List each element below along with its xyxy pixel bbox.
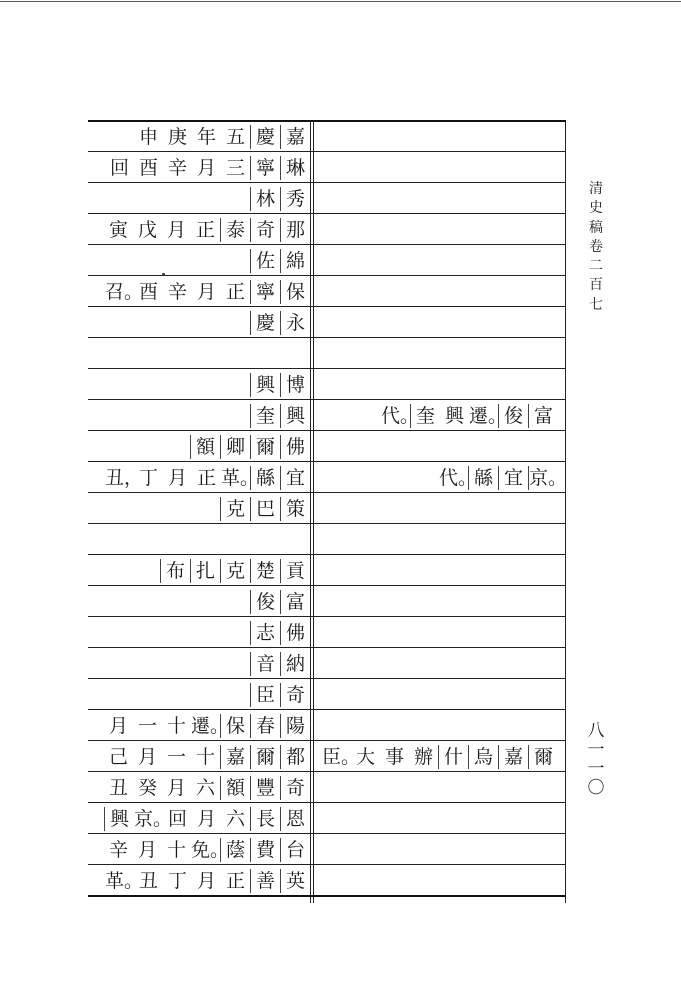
table-char: 正 xyxy=(195,218,215,241)
table-char: 音 xyxy=(250,652,280,676)
table-char: 大 xyxy=(355,745,375,768)
table-char: 蔭 xyxy=(220,838,250,862)
table-char: 緜 xyxy=(250,466,280,490)
table-char: 辛 xyxy=(167,156,187,179)
table-row xyxy=(88,679,566,710)
remark-cell xyxy=(314,369,558,400)
table-char: 佐 xyxy=(250,249,280,273)
official-cell xyxy=(88,617,310,648)
table-char: 嘉 xyxy=(498,745,528,769)
table-char: 嘉 xyxy=(220,745,250,769)
table-char: 秀 xyxy=(280,187,310,211)
table-char: 十 xyxy=(166,714,186,737)
table-char: 代。 xyxy=(439,466,478,489)
table-char: 什 xyxy=(438,745,468,769)
table-char: 一 xyxy=(166,745,186,768)
official-cell xyxy=(88,183,310,214)
table-char: 遷。 xyxy=(191,714,230,737)
official-cell xyxy=(88,710,310,741)
table-char: 年 xyxy=(196,125,216,148)
table-char: 豐 xyxy=(250,776,280,800)
table-char: 十 xyxy=(166,838,186,861)
official-cell xyxy=(88,245,310,276)
table-row xyxy=(88,865,566,896)
table-row xyxy=(88,524,566,555)
official-cell xyxy=(88,865,310,896)
remark-cell xyxy=(314,741,558,772)
table-char: 六 xyxy=(195,776,215,799)
table-char: 丑 xyxy=(138,869,158,892)
official-cell xyxy=(88,803,310,834)
table-char: 事 xyxy=(384,745,404,768)
table-char: 辛 xyxy=(167,280,187,303)
table-char: 奎 xyxy=(250,404,280,428)
page-number: 八一一〇 xyxy=(587,721,605,798)
table-char: 正 xyxy=(196,466,216,489)
table-char: 永 xyxy=(280,311,310,335)
table-char: 富 xyxy=(528,404,558,428)
official-cell xyxy=(88,152,310,183)
ink-dot xyxy=(162,273,165,276)
table-char: 策 xyxy=(280,497,310,521)
remark-cell xyxy=(314,338,558,369)
table-char: 丁 xyxy=(167,869,187,892)
table-char: 奇 xyxy=(280,776,310,800)
official-cell xyxy=(88,772,310,803)
table-char: 代。 xyxy=(381,404,420,427)
remark-cell xyxy=(314,214,558,245)
table-char: 宜 xyxy=(498,466,528,490)
table-char: 臣 xyxy=(250,683,280,707)
official-cell xyxy=(88,276,310,307)
table-char: 俊 xyxy=(250,590,280,614)
table-char: 興 xyxy=(280,404,310,428)
table-char: 辦 xyxy=(413,745,433,768)
table-char: 酉 xyxy=(138,156,158,179)
table-row xyxy=(88,493,566,524)
table-char: 慶 xyxy=(250,125,280,149)
remark-cell xyxy=(314,772,558,803)
official-cell xyxy=(88,121,310,152)
table-char: 革。 xyxy=(105,869,144,892)
table-char: 爾 xyxy=(528,745,558,769)
table-char: 卿 xyxy=(220,435,250,459)
table-row xyxy=(88,183,566,214)
table-char: 巴 xyxy=(250,497,280,521)
official-cell xyxy=(88,214,310,245)
table-row xyxy=(88,710,566,741)
table-char: 酉 xyxy=(138,280,158,303)
official-cell xyxy=(88,524,310,555)
remark-cell xyxy=(314,462,568,493)
table-char: 丑 xyxy=(108,776,128,799)
table-char: 春 xyxy=(250,714,280,738)
sidebar-title: 清史稿卷二百七 xyxy=(589,181,603,313)
table-char: 綿 xyxy=(280,249,310,273)
table-char: 爾 xyxy=(250,435,280,459)
table-char: 興 xyxy=(444,404,464,427)
table-char: 辛 xyxy=(108,838,128,861)
table-char: 費 xyxy=(250,838,280,862)
table-char: 戊 xyxy=(137,218,157,241)
official-cell xyxy=(88,834,310,865)
table-char: 三 xyxy=(225,156,245,179)
remark-cell xyxy=(314,710,558,741)
official-cell xyxy=(88,586,310,617)
table-char: 納 xyxy=(280,652,310,676)
table-char: 寧 xyxy=(250,156,280,180)
table-char: 奇 xyxy=(250,218,280,242)
table-char: 富 xyxy=(280,590,310,614)
table-char: 寅 xyxy=(108,218,128,241)
table-char: 正 xyxy=(225,280,245,303)
table-row xyxy=(88,648,566,679)
table-char: 免。 xyxy=(191,838,230,861)
table-char: 革。 xyxy=(221,466,260,489)
table-char: 正 xyxy=(225,869,245,892)
table-row xyxy=(88,152,566,183)
table-char: 月 xyxy=(167,466,187,489)
remark-cell xyxy=(314,555,558,586)
table-char: 博 xyxy=(280,373,310,397)
table-char: 月 xyxy=(196,869,216,892)
table-char: 臣。 xyxy=(322,745,361,768)
remark-cell xyxy=(314,245,558,276)
table-char: 五 xyxy=(225,125,245,148)
table-char: 月 xyxy=(108,714,128,737)
table-char: 長 xyxy=(250,807,280,831)
table-row xyxy=(88,462,566,493)
official-cell xyxy=(88,555,310,586)
table-char: 癸 xyxy=(137,776,157,799)
table-char: 琳 xyxy=(280,156,310,180)
table-char: 宜 xyxy=(280,466,310,490)
table-char: 爾 xyxy=(250,745,280,769)
table-row xyxy=(88,276,566,307)
table-row xyxy=(88,307,566,338)
table-char: 佛 xyxy=(280,435,310,459)
table-row xyxy=(88,214,566,245)
official-cell xyxy=(88,338,310,369)
table-row xyxy=(88,121,566,152)
table-row xyxy=(88,617,566,648)
table-char: 林 xyxy=(250,187,280,211)
table-char: 申 xyxy=(138,125,158,148)
table-row xyxy=(88,431,566,462)
remark-cell xyxy=(314,617,558,648)
table-char: 貢 xyxy=(280,559,310,583)
table-row xyxy=(88,245,566,276)
table-char: 額 xyxy=(190,435,220,459)
table-row xyxy=(88,555,566,586)
table-char: 額 xyxy=(220,776,250,800)
table-char: 嘉 xyxy=(280,125,310,149)
official-cell xyxy=(88,741,310,772)
table-char: 恩 xyxy=(280,807,310,831)
table-char: 俊 xyxy=(498,404,528,428)
table-char: 回 xyxy=(167,807,187,830)
table-char: 楚 xyxy=(250,559,280,583)
table-char: 遷。 xyxy=(469,404,508,427)
table-char: 烏 xyxy=(468,745,498,769)
table-char: 己 xyxy=(108,745,128,768)
table-char: 台 xyxy=(280,838,310,862)
table-char: 陽 xyxy=(280,714,310,738)
remark-cell xyxy=(314,648,558,679)
table-char: 扎 xyxy=(190,559,220,583)
table-char: 善 xyxy=(250,869,280,893)
remark-cell xyxy=(314,183,558,214)
table-char: 六 xyxy=(225,807,245,830)
remark-cell xyxy=(314,679,558,710)
table-char: 保 xyxy=(220,714,250,738)
table-row xyxy=(88,400,566,431)
table-char: 月 xyxy=(137,745,157,768)
table-row xyxy=(88,803,566,834)
official-cell xyxy=(88,493,310,524)
official-cell xyxy=(88,369,310,400)
remark-cell xyxy=(314,834,558,865)
table-char: 泰 xyxy=(220,218,250,242)
official-cell xyxy=(88,307,310,338)
table-char: 丑， xyxy=(105,466,144,489)
official-cell xyxy=(88,462,310,493)
official-cell xyxy=(88,431,310,462)
table-char: 京。 xyxy=(134,807,173,830)
table-char: 丁 xyxy=(138,466,158,489)
table-char: 緜 xyxy=(468,466,498,490)
official-cell xyxy=(88,679,310,710)
table-char: 月 xyxy=(196,807,216,830)
table-char: 京。 xyxy=(529,466,568,489)
table-char: 月 xyxy=(196,156,216,179)
table-row xyxy=(88,834,566,865)
appointment-table xyxy=(88,120,566,903)
table-char: 興 xyxy=(104,807,134,831)
table-char: 克 xyxy=(220,497,250,521)
remark-cell xyxy=(314,586,558,617)
top-border-rule xyxy=(0,1,681,2)
table-row xyxy=(88,369,566,400)
table-char: 布 xyxy=(160,559,190,583)
table-row xyxy=(88,338,566,369)
table-char: 都 xyxy=(280,745,310,769)
table-char: 寧 xyxy=(250,280,280,304)
table-char: 興 xyxy=(250,373,280,397)
table-char: 月 xyxy=(137,838,157,861)
table-char: 月 xyxy=(166,218,186,241)
table-char: 佛 xyxy=(280,621,310,645)
remark-cell xyxy=(314,307,558,338)
table-char: 慶 xyxy=(250,311,280,335)
table-char: 月 xyxy=(166,776,186,799)
remark-cell xyxy=(314,803,558,834)
table-char: 奇 xyxy=(280,683,310,707)
remark-cell xyxy=(314,493,558,524)
remark-cell xyxy=(314,431,558,462)
table-char: 一 xyxy=(137,714,157,737)
table-char: 那 xyxy=(280,218,310,242)
table-char: 十 xyxy=(195,745,215,768)
table-row xyxy=(88,741,566,772)
official-cell xyxy=(88,400,310,431)
table-char: 庚 xyxy=(167,125,187,148)
table-row xyxy=(88,772,566,803)
table-row xyxy=(88,586,566,617)
table-char: 克 xyxy=(220,559,250,583)
table-char: 奎 xyxy=(410,404,440,428)
table-char: 回 xyxy=(109,156,129,179)
table-char: 志 xyxy=(250,621,280,645)
table-char: 保 xyxy=(280,280,310,304)
remark-cell xyxy=(314,276,558,307)
table-char: 英 xyxy=(280,869,310,893)
remark-cell xyxy=(314,865,558,896)
table-char: 月 xyxy=(196,280,216,303)
remark-cell xyxy=(314,152,558,183)
remark-cell xyxy=(314,400,558,431)
remark-cell xyxy=(314,524,558,555)
remark-cell xyxy=(314,121,558,152)
table-char: 召。 xyxy=(105,280,144,303)
official-cell xyxy=(88,648,310,679)
